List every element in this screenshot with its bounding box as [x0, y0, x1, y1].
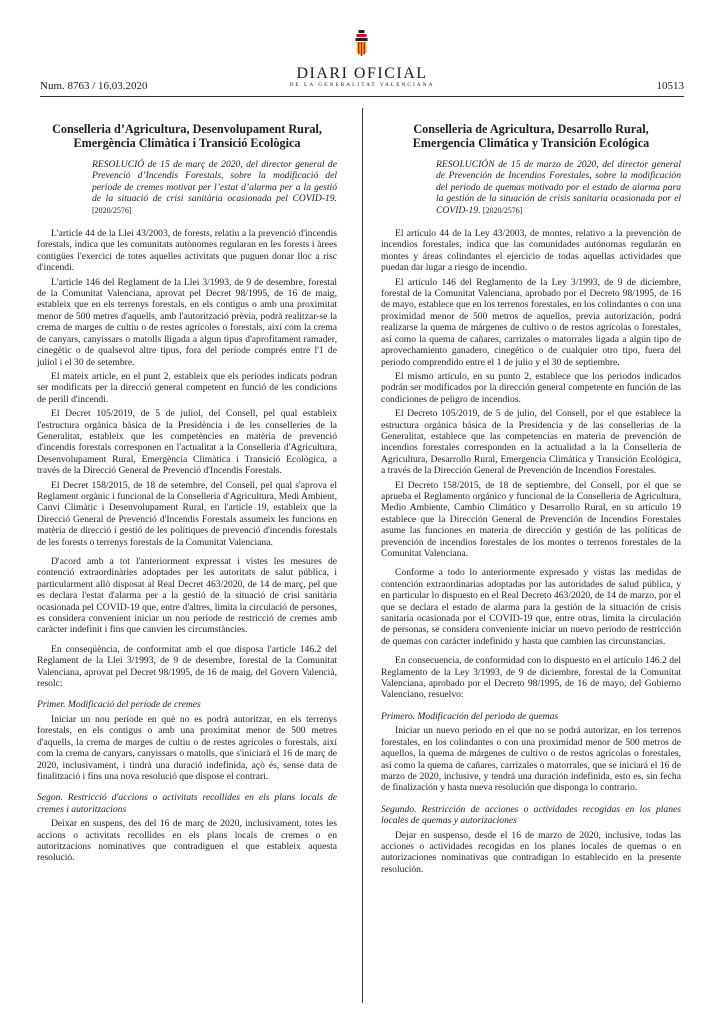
paragraph: El Decreto 105/2019, de 5 de julio, del Consell, por el que establece la estructura orgánica básica de la Presidencia y de las consellerias de la Generalitat, establece que las competencias en materia de prevención de incendios forestales corresponden en la actualidad a la la Conselleria de Agricultura, Desarrollo Rural, Emergencia Climática y Transición Ecológica, a través de la Dirección General de Prevención de Incendios Forestales.	[381, 408, 681, 477]
paragraph: En consecuencia, de conformidad con lo dispuesto en el artículo 146.2 del Reglamento de la Ley 3/1993, de 9 de diciembre, forestal de la Comunitat Valenciana, aprobado por el Decreto 98/1995, de 16 de mayo, del Gobierno Valenciano, resuelvo:	[381, 655, 681, 701]
paragraph: El mismo artículo, en su punto 2, establece que los periodos indicados podrán ser modificados por la dirección general competente en función de las condiciones de peligro de incendios.	[381, 370, 681, 405]
paragraph: El artículo 44 de la Ley 43/2003, de montes, relativo a la prevención de incendios forestales, indica que las comunidades autónomas regularán en montes y áreas colindantes el ejercicio de todas aquellas actividades que puedan dar lugar a riesgo de incendio.	[381, 228, 681, 274]
section-heading: Segon. Restricció d'accions o activitats recollides en els plans locals de cremes i autoritzacions	[37, 792, 337, 815]
resolution-summary	[92, 159, 337, 216]
section-heading: Segundo. Restricción de acciones o actividades recogidas en los planes locales de quemas y autorizaciones	[381, 803, 681, 827]
paragraph: Iniciar un nuevo periodo en el que no se podrá autorizar, en los terrenos forestales, en los colindantes o con una proximidad menor de 500 metros de aquellos, la quema de márgenes de cultivo o de restos agrícolas o forestales, así como la quema de cañares, carrizales o matorrales, que se iniciará el 16 de marzo de 2020, inclusive, y tendrá una duración indefinida, esto es, sin fecha de finalización y hasta nueva resolución que disponga lo contrario.	[381, 725, 681, 794]
page-number: 10513	[656, 80, 684, 92]
issue-number: Num. 8763 / 16.03.2020	[40, 80, 148, 92]
valencian-column	[37, 122, 337, 867]
resolution-text: RESOLUCIÓN de 15 de marzo de 2020, del director general de Prevención de Incendios Forestales, sobre la modificación del periodo de quemas motivado por el estado de alarma para la gestión de la situación de crisis sanitaria ocasionada por el COVID-19.	[436, 159, 681, 216]
paragraph: En conseqüència, de conformitat amb el que disposa l'article 146.2 del Reglament de la Llei 3/1993, de 9 de desembre, forestal de la Comunitat Valenciana, aprovat pel Decret 98/1995, de 16 de maig, del Govern Valencià, resolc:	[37, 643, 337, 690]
header-rule	[40, 96, 684, 97]
page-header	[40, 30, 684, 100]
paragraph: L'article 44 de la Llei 43/2003, de forests, relatiu a la prevenció d'incendis forestals, indica que les comunitats autònomes regularan en les forests i àrees contigües l'exercici de totes aquelles activitats que puguen donar lloc a risc d'incendi.	[37, 228, 337, 274]
logo-subtitle: DE LA GENERALITAT VALENCIANA	[289, 82, 435, 88]
paragraph: Iniciar un nou període en què no es podrà autoritzar, en els terrenys forestals, en els contigus o amb una proximitat menor de 500 metres d'aquells, la crema de marges de cultiu o de restes agrícoles o forestals, així com la crema de canyars, canyissars o matolls, que s'iniciarà el 16 de març de 2020, inclusivament, i tindrà una duració indefinida, açò és, sense data de finalització i fins una nova resolució que dispose el contrari.	[37, 713, 337, 782]
paragraph: Deixar en suspens, des del 16 de març de 2020, inclusivament, totes les accions o activitats recollides en els plans locals de cremes o en autoritzacions nominatives que contradiguen el que estableix aquesta resolució.	[37, 818, 337, 864]
paragraph: Conforme a todo lo anteriormente expresado y vistas las medidas de contención extraordinarias adoptadas por las autoridades de salud pública, y en particular lo dispuesto en el Real Decreto 463/2020, de 14 de marzo, por el que se declara el estado de alarma para la gestión de la situación de crisis sanitaria ocasionada por el COVID-19 que, entre otras, limita la circulación de personas, se considera conveniente iniciar un nuevo periodo de restricción de quemas con carácter indefinido y hasta que cambien las circunstancias.	[381, 567, 681, 647]
column-title: Conselleria de Agricultura, Desarrollo Rural, Emergencia Climática y Transición Ecológica	[412, 122, 650, 150]
section-heading: Primero. Modificación del periodo de quemas	[381, 710, 559, 722]
paragraph: El artículo 146 del Reglamento de la Ley 3/1993, de 9 de diciembre, forestal de la Comunitat Valenciana, aprobado por el Decreto 98/1995, de 16 de mayo, establece que en los terrenos forestales, en los colindantes o con una proximidad menor de 500 metros de aquellos, previa autorización, podrá realizarse la quema de márgenes de cultivo o de restos agrícolas o forestales, así como la quema de cañares, carrizales o matorrales ligada a algún tipo de aprovechamiento ganadero, cinegético o de cualquier otro tipo, fuera del periodo comprendido entre el 1 de julio y el 30 de septiembre.	[381, 276, 681, 368]
resolution-summary	[436, 159, 681, 216]
resolution-ref: [2020/2576]	[92, 205, 132, 215]
column-divider	[362, 108, 363, 1003]
paragraph: L'article 146 del Reglament de la Llei 3/1993, de 9 de desembre, forestal de la Comunitat Valenciana, aprovat pel Decret 98/1995, de 16 de maig, estableix que en els terrenys forestals, en els contigus o amb una proximitat menor de 500 metres d'aquells, amb l'autorització prèvia, podrà realitzar-se la crema de marges de cultiu o de restes agrícoles o forestals, així com la crema de canyars, canyissars o matolls lligada a algun tipus d'aprofitament ramader, cinegètic o de qualsevol altre tipus, fora del període comprés entre l'1 de juliol i el 30 de setembre.	[37, 276, 337, 368]
paragraph: Dejar en suspenso, desde el 16 de marzo de 2020, inclusive, todas las acciones o actividades recogidas en los planes locales de quemas o en autorizaciones nominativas que contradigan lo establecido en la presente resolución.	[381, 829, 681, 875]
section-heading: Primer. Modificació del període de cremes	[37, 699, 201, 711]
resolution-text: RESOLUCIÓ de 15 de març de 2020, del director general de Prevenció d’Incendis Forestals, sobre la modificació del període de cremes motivat per l’estat d’alarma per a la gestió de la situació de crisi sanitària ocasionada pel COVID-19.	[92, 159, 337, 205]
paragraph: El mateix article, en el punt 2, estableix que els períodes indicats podran ser modificats per la direcció general competent en funció de les condicions de perill d'incendi.	[37, 370, 337, 405]
coat-of-arms-icon	[354, 30, 370, 62]
paragraph: D'acord amb a tot l'anteriorment expressat i vistes les mesures de contenció extraordinàries adoptades per les autoritats de salut pública, i particularment allò disposat al Real Decret 463/2020, de 14 de març, pel que es declara l'estat d'alarma per a la gestió de la situació de crisi sanitària ocasionada pel COVID-19 que, entre d'altres, limita la circulació de persones, es considera convenient iniciar un nou període de restricció de cremes amb caràcter indefinit i fins que canvien les circumstàncies.	[37, 556, 337, 636]
paragraph: El Decreto 158/2015, de 18 de septiembre, del Consell, por el que se aprueba el Reglamento orgánico y funcional de la Conselleria de Agricultura, Medio Ambiente, Cambio Climático y Desarrollo Rural, en su artículo 19 establece que la Dirección General de Prevención de Incendios Forestales asume las funciones en materia de dirección y gestión de las políticas de prevención de incendios forestales de los montes o terrenos forestales de la Comunitat Valenciana.	[381, 479, 681, 559]
dogv-logo	[290, 30, 435, 89]
logo-title: DIARI OFICIAL	[296, 65, 428, 82]
spanish-column	[381, 122, 681, 878]
resolution-ref: [2020/2576]	[482, 205, 523, 215]
paragraph: El Decret 158/2015, de 18 de setembre, del Consell, pel qual s'aprova el Reglament orgànic i funcional de la Conselleria d'Agricultura, Medi Ambient, Canvi Climàtic i Desenvolupament Rural, en l'article 19, estableix que la Direcció General de Prevenció d'Incendis Forestals assumeix les funcions en matèria de direcció i gestió de les polítiques de prevenció d'incendis forestals de les forests o terrenys forestals de la Comunitat Valenciana.	[37, 479, 337, 548]
column-title: Conselleria d’Agricultura, Desenvolupament Rural, Emergència Climàtica i Transició Ecològica	[52, 122, 322, 150]
paragraph: El Decret 105/2019, de 5 de juliol, del Consell, pel qual estableix l'estructura orgànica bàsica de la Presidència i de les conselleries de la Generalitat, estableix que les competències en matèria de prevenció d'incendis forestals corresponen en l'actualitat a la Conselleria d'Agricultura, Desenvolupament Rural, Emergència Climàtica i Transició Ecològica, a través de la Direcció General de Prevenció d'Incendis Forestals.	[37, 408, 337, 477]
